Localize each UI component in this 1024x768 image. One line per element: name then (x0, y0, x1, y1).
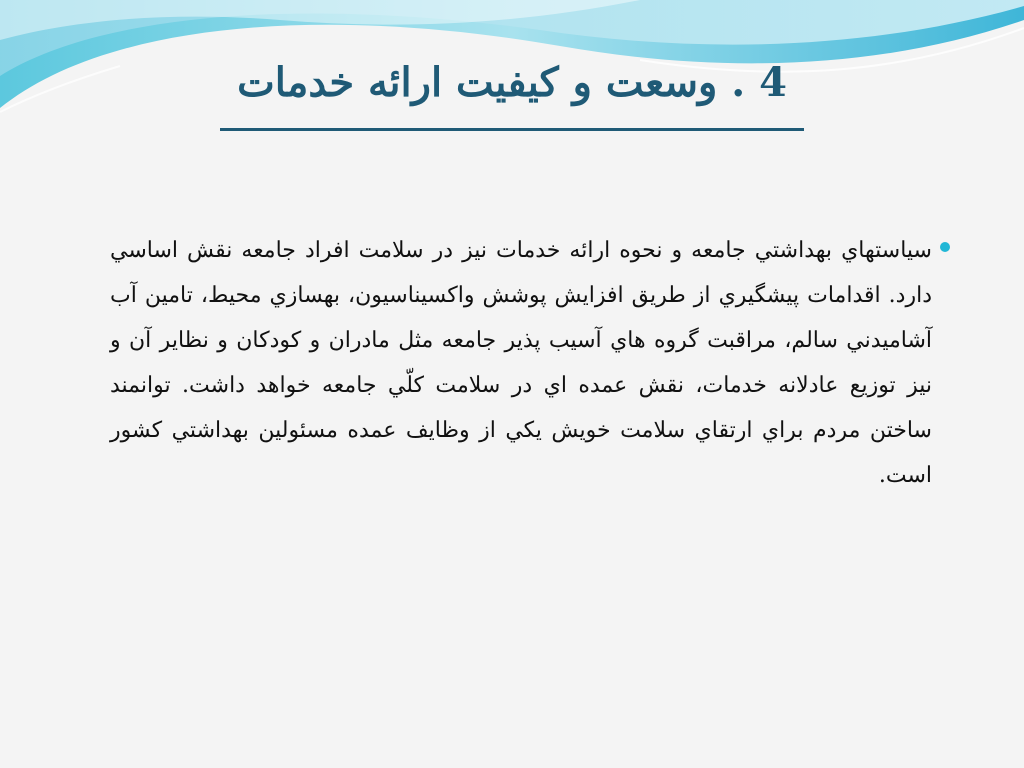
bullet-text: سياستهاي بهداشتي جامعه و نحوه ارائه خدمات نيز در سلامت افراد جامعه نقش اساسي دارد. اقدامات پيشگيري از طريق افزايش پوشش واكسيناسيون، بهسازي محيط، تامين آب آشاميدني سالم، مراقبت گروه هاي آسيب پذير جامعه مثل مادران و كودكان و نظاير آن و نيز توزيع عادلانه خدمات، نقش عمده اي در سلامت كلّي جامعه خواهد داشت. توانمند ساختن مردم براي ارتقاي سلامت خويش يكي از وظايف عمده مسئولين بهداشتي كشور است. (110, 238, 932, 488)
title-underline (220, 128, 804, 131)
slide-title: 4 . وسعت و كيفيت ارائه خدمات (237, 59, 787, 106)
content-area (110, 228, 950, 498)
bullet-item (110, 228, 950, 498)
bullet-dot-icon (940, 242, 950, 252)
